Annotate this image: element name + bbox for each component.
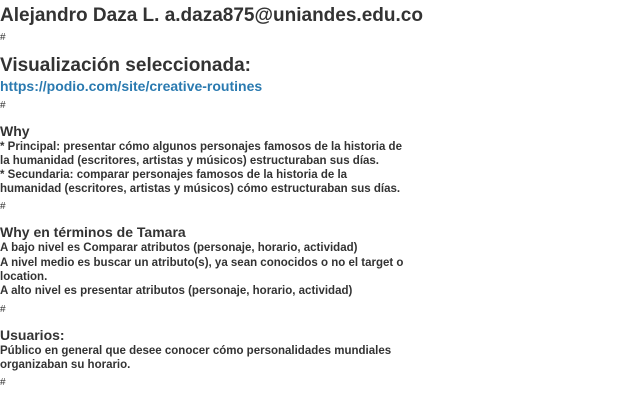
users-heading: Usuarios: [0,327,65,343]
why-tamara-heading: Why en términos de Tamara [0,224,186,240]
separator-hash: # [0,304,6,315]
author-heading: Alejandro Daza L. a.daza875@uniandes.edu.co [0,5,423,26]
why-tamara-high: A alto nivel es presentar atributos (personaje, horario, actividad) [0,285,353,297]
separator-hash: # [0,100,6,111]
why-heading: Why [0,123,30,139]
why-tamara-mid: A nivel medio es buscar un atributo(s), ya sean conocidos o no el target o location. [0,257,404,283]
why-tamara-low: A bajo nivel es Comparar atributos (personaje, horario, actividad) [0,242,358,254]
separator-hash: # [0,201,6,212]
visualization-heading: Visualización seleccionada: [0,55,251,76]
visualization-link[interactable]: https://podio.com/site/creative-routines [0,78,263,94]
separator-hash: # [0,377,6,388]
why-principal: * Principal: presentar cómo algunos personajes famosos de la historia de la humanidad (escritores, artistas y músicos) estructuraban sus días. [0,141,402,167]
users-description: Público en general que desee conocer cómo personalidades mundiales organizaban su horario. [0,345,392,371]
separator-hash: # [0,32,6,43]
why-secundaria: * Secundaria: comparar personajes famosos de la historia de la humanidad (escritores, artistas y músicos) cómo estructuraban sus días. [0,169,401,195]
